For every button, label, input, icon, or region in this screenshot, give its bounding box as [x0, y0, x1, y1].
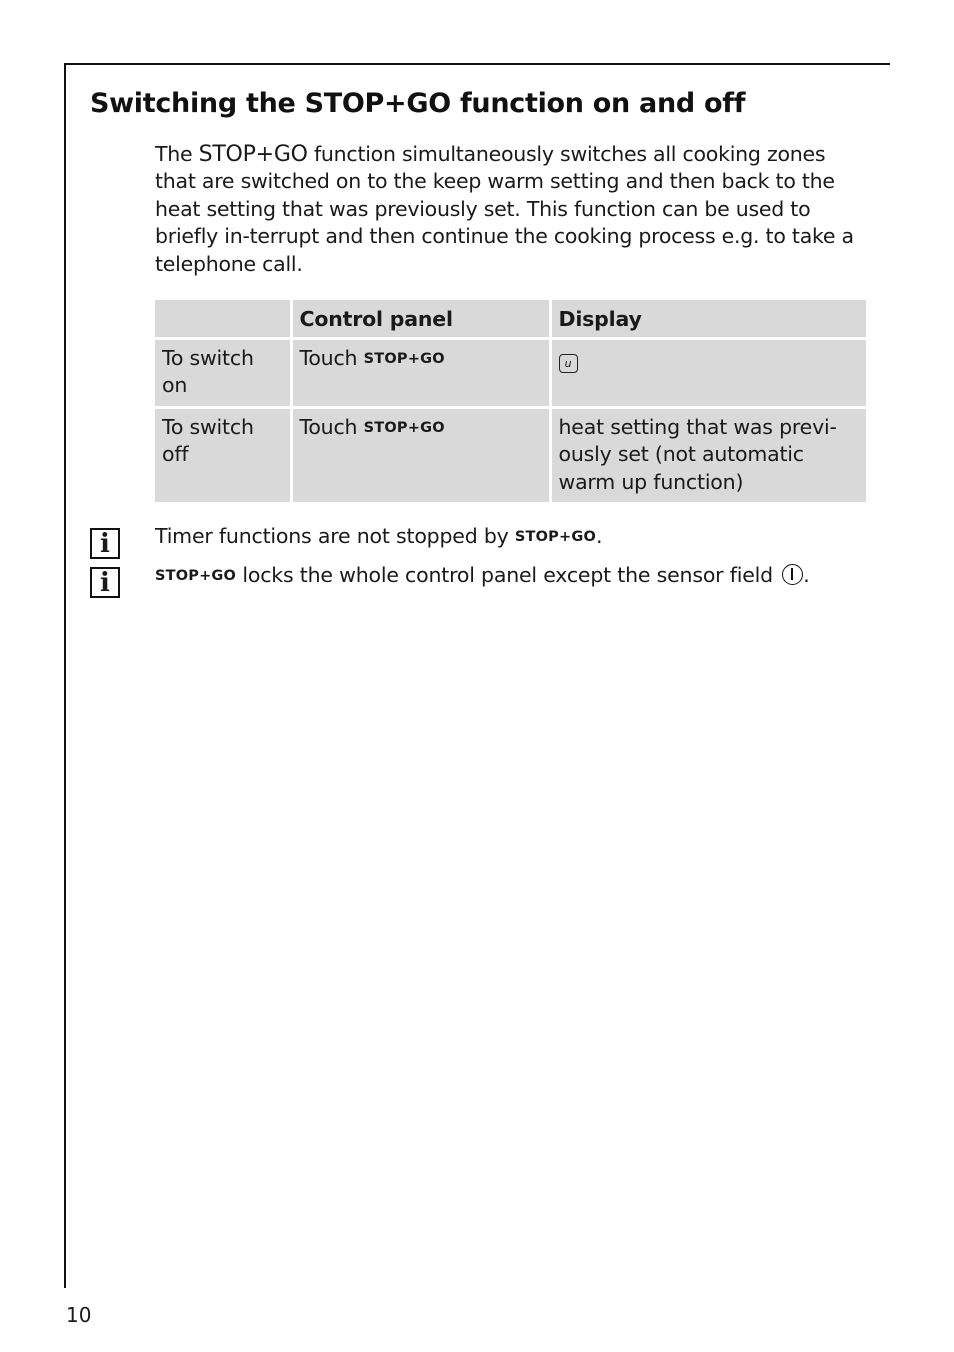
- info-icon: i: [90, 567, 120, 598]
- note-lock-suffix: .: [803, 563, 810, 587]
- frame-top-rule: [64, 63, 890, 65]
- note-timer-text: Timer functions are not stopped by: [155, 524, 515, 548]
- stop-go-logo: STOP+GO: [363, 419, 445, 436]
- row-control-cell: [291, 338, 550, 407]
- note-lock-text: locks the whole control panel except the sensor field: [236, 563, 780, 587]
- row-control-cell: [291, 407, 550, 502]
- stop-go-logo: STOP+GO: [155, 568, 237, 584]
- note-lock: [155, 561, 810, 590]
- stop-go-logo: STOP+GO: [363, 350, 445, 367]
- row-action-switch-on: To switch on: [155, 338, 291, 407]
- table-header-row: [155, 300, 866, 338]
- intro-paragraph: [155, 141, 865, 278]
- touch-label: Touch: [299, 414, 364, 439]
- row-display-text: heat setting that was previ-ously set (not automatic warm up function): [550, 407, 866, 502]
- on-off-sensor-icon: [782, 564, 803, 585]
- info-icon: i: [90, 528, 120, 559]
- section-heading: Switching the STOP+GO function on and off: [90, 88, 746, 119]
- row-display-cell: [550, 338, 866, 407]
- row-action-switch-off: To switch off: [155, 407, 291, 502]
- table-header-control-panel: Control panel: [291, 300, 550, 338]
- table-header-display: Display: [550, 300, 866, 338]
- touch-label: Touch: [299, 345, 364, 370]
- note-timer-suffix: .: [595, 524, 603, 548]
- page-number: 10: [66, 1303, 92, 1327]
- intro-after: function simultaneously switches all cooking zones that are switched on to the keep warm setting and then back to the heat setting that was previously set. This function can be used to briefly in-terrupt and then continue the cooking process e.g. to take a telephone call.: [155, 142, 854, 276]
- table-row: [155, 338, 866, 407]
- note-timer: [155, 523, 602, 551]
- control-table: [155, 300, 866, 502]
- table-header-blank: [155, 300, 291, 338]
- keep-warm-symbol-icon: u: [559, 354, 578, 373]
- intro-before: The: [155, 142, 199, 166]
- stop-go-logo: STOP+GO: [514, 529, 596, 545]
- intro-keyword: STOP+GO: [198, 142, 308, 167]
- frame-left-rule: [64, 63, 66, 1288]
- table-row: [155, 407, 866, 502]
